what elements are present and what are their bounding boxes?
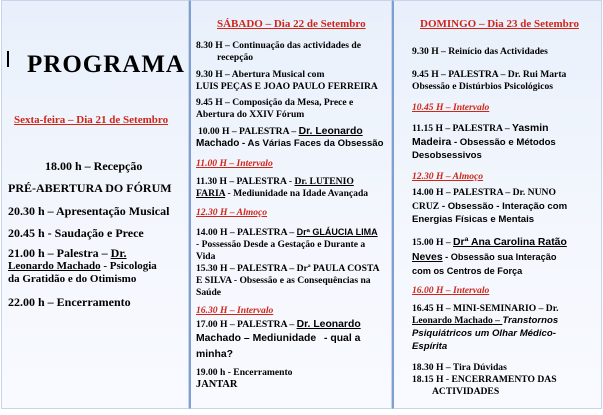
lecture-speaker: Leonardo Machado xyxy=(412,315,493,326)
schedule-line xyxy=(198,126,363,137)
schedule-line: Psiquiátricos um Olhar Médico- xyxy=(412,328,556,339)
schedule-line xyxy=(196,332,360,346)
lecture-time: 15.00 H – xyxy=(412,237,454,248)
interval-label: 16.30 H – Intervalo xyxy=(196,305,274,316)
schedule-line: 9.45 H – Composição da Mesa, Prece e xyxy=(196,97,354,108)
friday-item: 22.00 h – Encerramento xyxy=(8,295,131,309)
friday-item: 18.00 h – Recepção xyxy=(45,159,143,173)
schedule-line xyxy=(412,123,548,134)
lecture-topic: Transtornos xyxy=(502,315,559,326)
schedule-line xyxy=(196,319,361,330)
lecture-dash: – xyxy=(492,315,503,326)
schedule-line xyxy=(196,227,378,238)
interval-label: 16.00 H – Intervalo xyxy=(412,285,490,296)
lecture-topic: - Mediunidade na Idade Avançada xyxy=(225,188,369,199)
lecture-time: 21.00 h – Palestra – xyxy=(8,246,111,260)
schedule-line: 14.00 H – PALESTRA – Dr. NUNO xyxy=(412,187,556,198)
lecture-speaker: Neves xyxy=(412,252,443,263)
lecture-topic: - Psicologia xyxy=(100,260,157,272)
interval-label: 10.45 H – Intervalo xyxy=(412,102,490,113)
lecture-speaker: Drª GLÁUCIA LIMA xyxy=(296,227,378,237)
friday-item: 20.45 h - Saudação e Prece xyxy=(8,226,144,240)
schedule-line: 9.45 H – PALESTRA – Dr. Rui Marta xyxy=(412,69,567,80)
schedule-line: 16.45 H – MINI-SEMINARIO – Dr. xyxy=(412,303,559,314)
schedule-line: 18.15 H - ENCERRAMENTO DAS xyxy=(412,374,557,385)
lunch-label: 12.30 H – Almoço xyxy=(412,171,484,182)
schedule-line: Desobsessivos xyxy=(412,150,482,161)
lecture-topic: - qual a xyxy=(321,333,361,344)
schedule-line: 8.30 H – Continuação das actividades de xyxy=(196,40,361,51)
friday-header: Sexta-feira – Dia 21 de Setembro xyxy=(14,114,169,126)
schedule-line: LUIS PEÇAS E JOAO PAULO FERREIRA xyxy=(196,81,378,92)
friday-item: PRÉ-ABERTURA DO FÓRUM xyxy=(8,181,172,195)
schedule-line: ACTIVIDADES xyxy=(432,386,500,397)
schedule-line xyxy=(196,188,368,199)
lecture-topic: - Obsessão - Interação com xyxy=(439,201,568,212)
lecture-time: 17.00 H – PALESTRA – xyxy=(196,319,297,330)
divider-mark xyxy=(7,51,9,67)
schedule-line: E SILVA - Obsessão e as Consequências na xyxy=(196,275,371,286)
lunch-label: 12.30 H – Almoço xyxy=(196,207,268,218)
lecture-topic: - Obsessão sua Interação xyxy=(442,252,557,262)
lecture-speaker: Dr. Leonardo xyxy=(296,319,361,330)
schedule-line: recepção xyxy=(217,52,254,63)
lecture-topic: – Mediunidade xyxy=(241,333,317,344)
schedule-line: Obsessão e Distúrbios Psicológicos xyxy=(412,81,553,92)
lecture-speaker: Leonardo Machado xyxy=(8,260,101,272)
schedule-line xyxy=(196,176,354,187)
schedule-line: Espírita xyxy=(412,341,448,352)
schedule-line: Energias Físicas e Mentais xyxy=(412,214,535,225)
schedule-line: Abertura do XXIV Fórum xyxy=(196,109,305,120)
schedule-line: minha? xyxy=(196,349,233,360)
schedule-line: 9.30 H – Reinício das Actividades xyxy=(412,46,548,57)
friday-item: 20.30 h – Apresentação Musical xyxy=(8,204,170,218)
schedule-line: 9.30 H – Abertura Musical com xyxy=(196,69,325,80)
saturday-column xyxy=(189,0,392,409)
schedule-line: JANTAR xyxy=(196,379,238,390)
friday-lecture-line2 xyxy=(8,260,157,273)
schedule-line xyxy=(412,315,558,326)
friday-lecture xyxy=(8,246,127,260)
lecture-topic: - As Várias Faces da Obsessão xyxy=(239,138,384,149)
lecture-time: 10.00 H – PALESTRA – xyxy=(198,126,299,137)
lecture-topic: - Obsessão e Métodos xyxy=(451,137,556,148)
friday-column xyxy=(1,0,189,409)
lecture-speaker: Dr. Leonardo xyxy=(298,126,363,137)
schedule-line: - Possessão Desde a Gestação e Durante a xyxy=(196,239,366,250)
lecture-speaker: CRUZ xyxy=(412,201,440,212)
schedule-line: 19.00 h - Encerramento xyxy=(196,367,293,378)
schedule-line xyxy=(412,251,557,264)
schedule-line: com os Centros de Força xyxy=(412,266,523,276)
schedule-line xyxy=(412,237,567,248)
schedule-line: 18.30 H – Tira Dúvidas xyxy=(412,362,507,373)
schedule-line: Saúde xyxy=(196,287,222,298)
lecture-time: 11.15 H – PALESTRA – xyxy=(412,123,513,134)
lecture-speaker: Machado xyxy=(196,138,240,149)
lecture-time: 14.00 H – PALESTRA – xyxy=(196,227,297,238)
lecture-speaker: Drª Ana Carolina Ratão xyxy=(453,237,567,248)
lecture-speaker: Dr. LUTENIO xyxy=(294,176,354,187)
page-title: PROGRAMA xyxy=(27,51,185,78)
schedule-line xyxy=(412,201,567,212)
saturday-header: SÁBADO – Dia 22 de Setembro xyxy=(217,18,366,30)
lecture-time: 11.30 H – PALESTRA - xyxy=(196,176,295,187)
friday-lecture-topic: da Gratidão e do Otimismo xyxy=(8,273,137,285)
lecture-speaker: FARIA xyxy=(196,188,226,199)
schedule-line: Vida xyxy=(196,251,216,262)
interval-label: 11.00 H – Intervalo xyxy=(196,158,273,169)
schedule-line xyxy=(196,138,384,149)
lecture-speaker: Dr. xyxy=(110,246,127,260)
lecture-speaker: Yasmin xyxy=(512,123,549,134)
lecture-speaker: Madeira xyxy=(412,137,452,148)
schedule-line xyxy=(412,136,556,149)
sunday-header: DOMINGO – Dia 23 de Setembro xyxy=(420,18,579,30)
schedule-line: 15.30 H – PALESTRA – Drª PAULA COSTA xyxy=(196,263,380,274)
lecture-speaker: Machado xyxy=(196,333,242,344)
sunday-column xyxy=(392,0,602,409)
